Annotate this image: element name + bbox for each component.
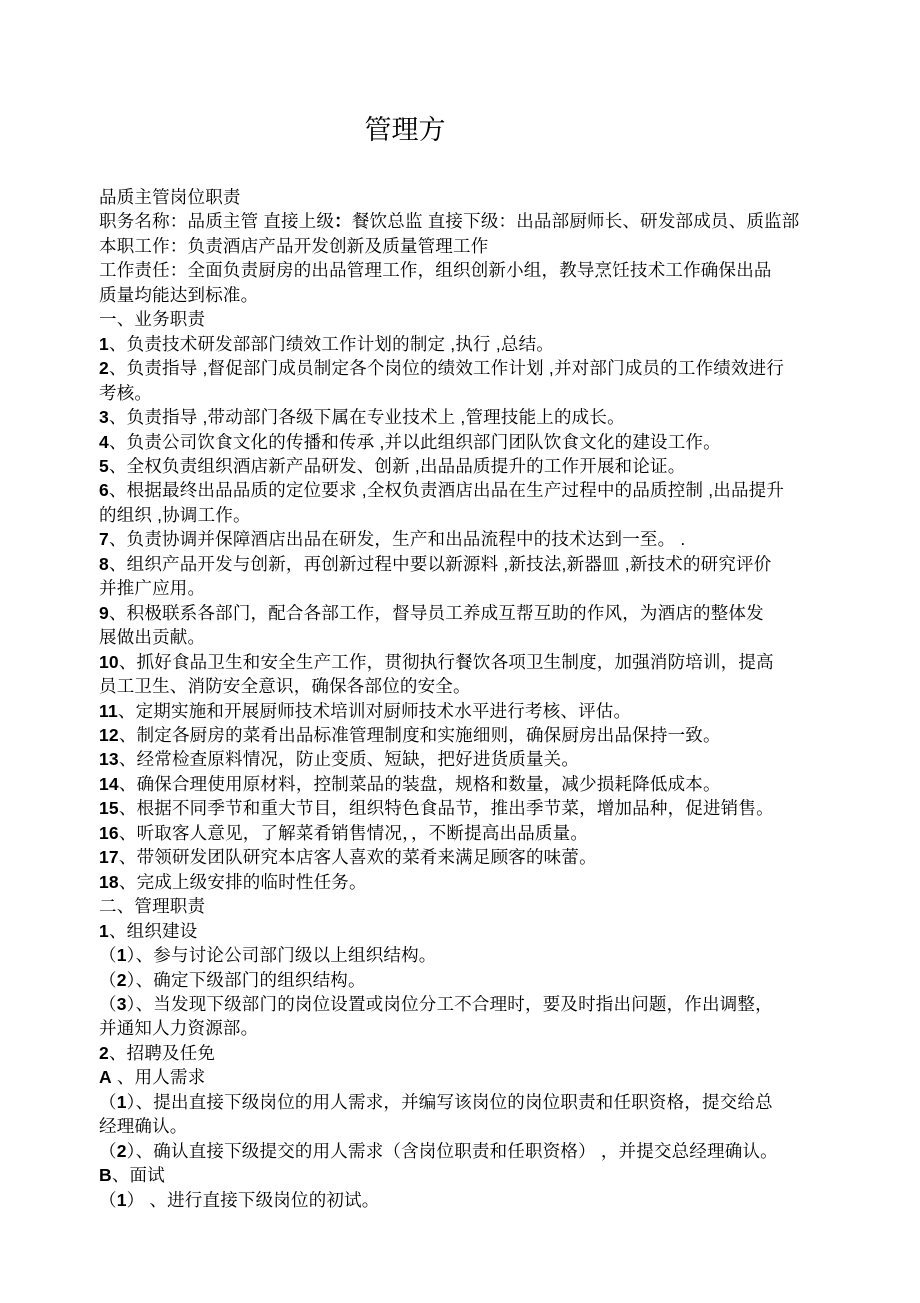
text-line	[99, 992, 839, 1016]
text-line	[99, 870, 839, 894]
text-segment: 并推广应用。	[99, 578, 206, 599]
text-line	[99, 1065, 839, 1089]
text-segment: 、招聘及任免	[108, 1042, 216, 1063]
text-segment: 本职工作：负责酒店产品开发创新及质量管理工作	[99, 235, 489, 256]
text-segment: 、制定各厨房的菜肴出品标准管理制度和实施细则，确保厨房出品保持一致。	[118, 724, 721, 745]
text-line	[99, 1139, 839, 1163]
bold-text-segment: 1	[116, 1189, 127, 1210]
bold-text-segment: 18	[99, 871, 119, 892]
text-line	[99, 601, 839, 625]
text-segment: ） 、进行直接下级岗位的初试。	[126, 1189, 380, 1210]
text-line	[99, 943, 839, 967]
text-segment: （	[99, 1091, 117, 1112]
text-segment: 、负责指导 ,督促部门成员制定各个岗位的绩效工作计划 ,并对部门成员的工作绩效进行	[108, 358, 785, 379]
bold-text-segment: 8	[99, 553, 109, 574]
bold-text-segment: 1	[116, 945, 127, 966]
bold-text-segment: 11	[99, 700, 118, 721]
text-line	[99, 430, 839, 454]
bold-text-segment: 9	[99, 602, 109, 623]
text-segment: 、积极联系各部门，配合各部工作，督导员工养成互帮互助的作风，为酒店的整体发	[108, 602, 764, 623]
text-segment: 品质主管岗位职责	[99, 187, 241, 207]
text-line	[99, 234, 839, 258]
text-segment: 、完成上级安排的临时性任务。	[118, 871, 367, 892]
text-line	[99, 1163, 839, 1187]
bold-text-segment: 2	[99, 1042, 109, 1063]
text-line	[99, 283, 839, 307]
text-segment: ）、当发现下级部门的岗位设置或岗位分工不合理时，要及时指出问题，作出调整，	[126, 993, 773, 1014]
text-segment: 一、业务职责	[99, 309, 206, 330]
text-segment: ）、参与讨论公司部门级以上组织结构。	[126, 945, 437, 966]
text-line	[99, 381, 839, 405]
text-segment: 、组织产品开发与创新，再创新过程中要以新源料 ,新技法,新器皿 ,新技术的研究评价	[108, 553, 772, 574]
text-segment: 、组织建设	[108, 920, 198, 941]
bold-text-segment: 1	[99, 920, 109, 941]
text-segment: 、负责技术研发部部门绩效工作计划的制定 ,执行 ,总结。	[108, 333, 554, 354]
text-segment: 、负责协调并保障酒店出品在研发，生产和出品流程中的技术达到一至。 .	[108, 529, 686, 550]
text-line	[99, 307, 839, 331]
text-line	[99, 258, 839, 282]
text-line	[99, 185, 839, 209]
text-segment: 、负责指导 ,带动部门各级下属在专业技术上 ,管理技能上的成长。	[108, 407, 625, 428]
text-line	[99, 772, 839, 796]
text-line	[99, 454, 839, 478]
text-line	[99, 723, 839, 747]
text-line	[99, 503, 839, 527]
bold-text-segment: 16	[99, 822, 119, 843]
text-line	[99, 625, 839, 649]
text-segment: 、带领研发团队研究本店客人喜欢的菜肴来满足顾客的味蕾。	[118, 847, 597, 868]
text-line	[99, 968, 839, 992]
text-segment: （	[99, 1140, 117, 1161]
text-segment: 、定期实施和开展厨师技术培训对厨师技术水平进行考核、评估。	[117, 700, 632, 721]
bold-text-segment: 10	[99, 651, 119, 672]
text-line	[99, 527, 839, 551]
bold-text-segment: 5	[99, 455, 109, 476]
text-line	[99, 845, 839, 869]
text-segment: 考核。	[99, 382, 153, 403]
text-line	[99, 1041, 839, 1065]
bold-text-segment: A	[99, 1067, 112, 1088]
text-segment: 、确保合理使用原材料，控制菜品的装盘，规格和数量，减少损耗降低成本。	[118, 773, 721, 794]
text-segment: 餐饮总监 直接下级：出品部厨师长、研发部成员、质监部	[351, 211, 800, 232]
text-segment: 、经常检查原料情况，防止变质、短缺，把好进货质量关。	[118, 749, 580, 770]
bold-text-segment: 12	[99, 724, 119, 745]
text-segment: （	[99, 945, 117, 966]
text-segment: 、根据最终出品品质的定位要求 ,全权负责酒店出品在生产过程中的品质控制 ,出品提升	[108, 480, 785, 501]
text-line	[99, 478, 839, 502]
document-body	[99, 185, 839, 1212]
text-segment: 质量均能达到标准。	[99, 284, 259, 305]
text-segment: 、用人需求	[111, 1067, 206, 1088]
text-segment: 、听取客人意见，了解菜肴销售情况，，不断提高出品质量。	[118, 822, 589, 843]
text-line	[99, 1114, 839, 1138]
text-segment: 的组织 ,协调工作。	[99, 504, 251, 525]
text-line	[99, 919, 839, 943]
text-line	[99, 405, 839, 429]
text-segment: （	[99, 1189, 117, 1210]
text-line	[99, 332, 839, 356]
text-line	[99, 674, 839, 698]
text-line	[99, 1016, 839, 1040]
text-line	[99, 1188, 839, 1212]
text-segment: ）、提出直接下级岗位的用人需求，并编写该岗位的岗位职责和任职资格，提交给总	[126, 1091, 773, 1112]
bold-text-segment: 1	[99, 333, 109, 354]
text-segment: 、根据不同季节和重大节目，组织特色食品节，推出季节菜，增加品种，促进销售。	[118, 798, 774, 819]
text-segment: 、抓好食品卫生和安全生产工作，贯彻执行餐饮各项卫生制度，加强消防培训，提高	[118, 651, 774, 672]
text-line	[99, 1090, 839, 1114]
text-segment: ）、确认直接下级提交的用人需求（含岗位职责和任职资格） ，并提交总经理确认。	[126, 1140, 778, 1161]
bold-text-segment: 4	[99, 431, 109, 452]
bold-text-segment: ：	[334, 211, 352, 232]
bold-text-segment: B	[99, 1165, 112, 1186]
bold-text-segment: 7	[99, 529, 109, 550]
text-line	[99, 356, 839, 380]
text-line	[99, 894, 839, 918]
text-line	[99, 650, 839, 674]
bold-text-segment: 3	[99, 407, 109, 428]
text-line	[99, 699, 839, 723]
text-segment: （	[99, 993, 117, 1014]
text-segment: 、全权负责组织酒店新产品研发、创新 ,出品品质提升的工作开展和论证。	[108, 455, 686, 476]
text-segment: 展做出贡献。	[99, 627, 206, 648]
text-segment: （	[99, 969, 117, 990]
bold-text-segment: 3	[116, 993, 127, 1014]
bold-text-segment: 2	[116, 1140, 127, 1161]
bold-text-segment: 17	[99, 847, 119, 868]
text-segment: 经理确认。	[99, 1116, 188, 1137]
text-segment: ）、确定下级部门的组织结构。	[126, 969, 366, 990]
bold-text-segment: 13	[99, 749, 119, 770]
bold-text-segment: 6	[99, 480, 109, 501]
text-line	[99, 209, 839, 233]
text-line	[99, 576, 839, 600]
text-line	[99, 796, 839, 820]
text-segment: 、负责公司饮食文化的传播和传承 ,并以此组织部门团队饮食文化的建设工作。	[108, 431, 721, 452]
text-segment: 二、管理职责	[99, 896, 206, 917]
bold-text-segment: 15	[99, 798, 119, 819]
text-line	[99, 747, 839, 771]
text-line	[99, 821, 839, 845]
text-segment: 并通知人力资源部。	[99, 1018, 259, 1039]
text-segment: 职务名称：品质主管 直接上级	[99, 211, 335, 232]
text-line	[99, 552, 839, 576]
text-segment: 工作责任：全面负责厨房的出品管理工作，组织创新小组，教导烹饪技术工作确保出品	[99, 260, 772, 281]
text-segment: 员工卫生、消防安全意识，确保各部位的安全。	[99, 676, 471, 697]
page-title: 管理方	[364, 115, 446, 145]
text-segment: 、面试	[111, 1165, 165, 1186]
bold-text-segment: 2	[99, 358, 109, 379]
bold-text-segment: 14	[99, 773, 119, 794]
bold-text-segment: 1	[116, 1091, 127, 1112]
bold-text-segment: 2	[116, 969, 127, 990]
